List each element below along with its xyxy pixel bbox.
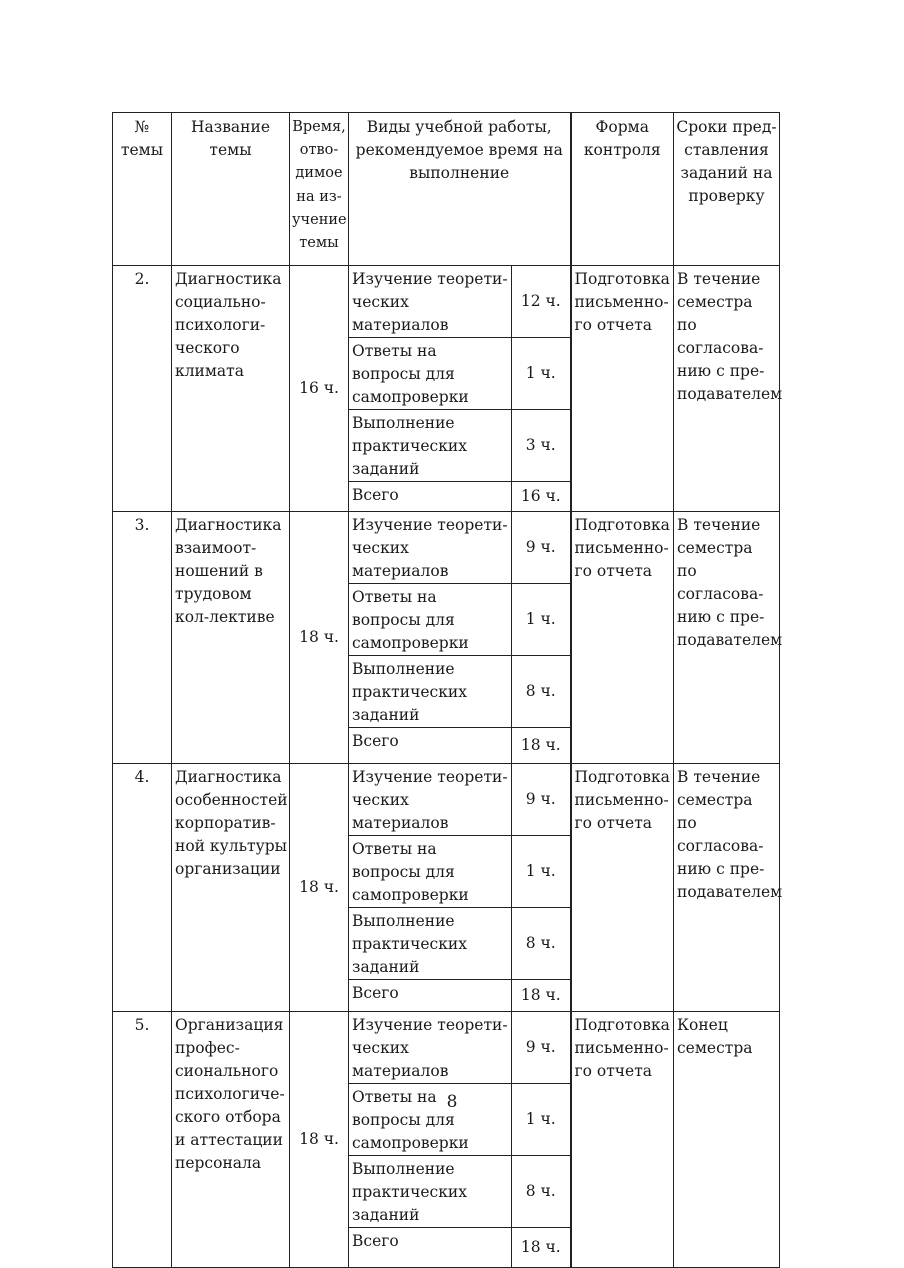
work-hours: 16 ч. — [512, 482, 571, 512]
work-type: Изучение теорети-ческих материалов — [349, 512, 512, 584]
topic-time: 18 ч. — [290, 764, 349, 1012]
work-type: Выполнение практических заданий — [349, 656, 512, 728]
deadline: Конец семестра — [674, 1012, 780, 1268]
header-deadline: Сроки пред-ставления заданий на проверку — [674, 113, 780, 266]
deadline: В течение семестра по согласова-нию с пре-подавателем — [674, 266, 780, 512]
work-hours: 18 ч. — [512, 728, 571, 764]
header-row — [113, 113, 780, 266]
deadline: В течение семестра по согласова-нию с пре-подавателем — [674, 512, 780, 764]
work-hours: 8 ч. — [512, 1156, 571, 1228]
work-hours: 1 ч. — [512, 338, 571, 410]
control-form: Подготовка письменно-го отчета — [571, 764, 674, 1012]
control-form: Подготовка письменно-го отчета — [571, 266, 674, 512]
work-hours: 8 ч. — [512, 908, 571, 980]
topic-number: 2. — [113, 266, 172, 512]
work-hours: 9 ч. — [512, 512, 571, 584]
work-type: Изучение теорети-ческих материалов — [349, 1012, 512, 1084]
topic-time: 16 ч. — [290, 266, 349, 512]
topic-time: 18 ч. — [290, 512, 349, 764]
header-time: Время, отво-димое на из-учение темы — [290, 113, 349, 266]
deadline: В течение семестра по согласова-нию с пре-подавателем — [674, 764, 780, 1012]
work-type: Всего — [349, 728, 512, 764]
header-work-types: Виды учебной работы, рекомендуемое время на выполнение — [349, 113, 571, 266]
topic-number: 4. — [113, 764, 172, 1012]
work-hours: 1 ч. — [512, 836, 571, 908]
table-row — [113, 1012, 780, 1084]
topic-time: 18 ч. — [290, 1012, 349, 1268]
work-type: Всего — [349, 1228, 512, 1268]
work-type: Ответы на вопросы для самопроверки — [349, 338, 512, 410]
table-body — [113, 266, 783, 1268]
header-topic-number: № темы — [113, 113, 172, 266]
work-hours: 1 ч. — [512, 1084, 571, 1156]
topic-number: 3. — [113, 512, 172, 764]
work-type: Всего — [349, 482, 512, 512]
topic-name: Диагностика особенностей корпоратив-ной культуры организации — [172, 764, 290, 1012]
work-type: Ответы на вопросы для самопроверки — [349, 584, 512, 656]
page-number: 8 — [446, 1092, 458, 1112]
work-type: Выполнение практических заданий — [349, 908, 512, 980]
work-hours: 8 ч. — [512, 656, 571, 728]
header-topic-name: Название темы — [172, 113, 290, 266]
work-type: Всего — [349, 980, 512, 1012]
table-row — [113, 512, 780, 584]
work-hours: 18 ч. — [512, 1228, 571, 1268]
work-type: Изучение теорети-ческих материалов — [349, 266, 512, 338]
control-form: Подготовка письменно-го отчета — [571, 1012, 674, 1268]
control-form: Подготовка письменно-го отчета — [571, 512, 674, 764]
work-type: Изучение теорети-ческих материалов — [349, 764, 512, 836]
header-control-form: Форма контроля — [571, 113, 674, 266]
work-type: Выполнение практических заданий — [349, 410, 512, 482]
topic-name: Диагностика взаимоот-ношений в трудовом кол-лективе — [172, 512, 290, 764]
work-hours: 3 ч. — [512, 410, 571, 482]
topic-name: Организация профес-сионального психологиче-ского отбора и аттестации персонала — [172, 1012, 290, 1268]
table-row — [113, 764, 780, 836]
table-row — [113, 266, 780, 338]
work-hours: 1 ч. — [512, 584, 571, 656]
work-hours: 12 ч. — [512, 266, 571, 338]
work-type: Выполнение практических заданий — [349, 1156, 512, 1228]
work-type: Ответы на вопросы для самопроверки — [349, 1084, 512, 1156]
topic-number: 5. — [113, 1012, 172, 1268]
work-hours: 9 ч. — [512, 764, 571, 836]
work-hours: 9 ч. — [512, 1012, 571, 1084]
work-hours: 18 ч. — [512, 980, 571, 1012]
topic-name: Диагностика социально-психологи-ческого климата — [172, 266, 290, 512]
work-type: Ответы на вопросы для самопроверки — [349, 836, 512, 908]
